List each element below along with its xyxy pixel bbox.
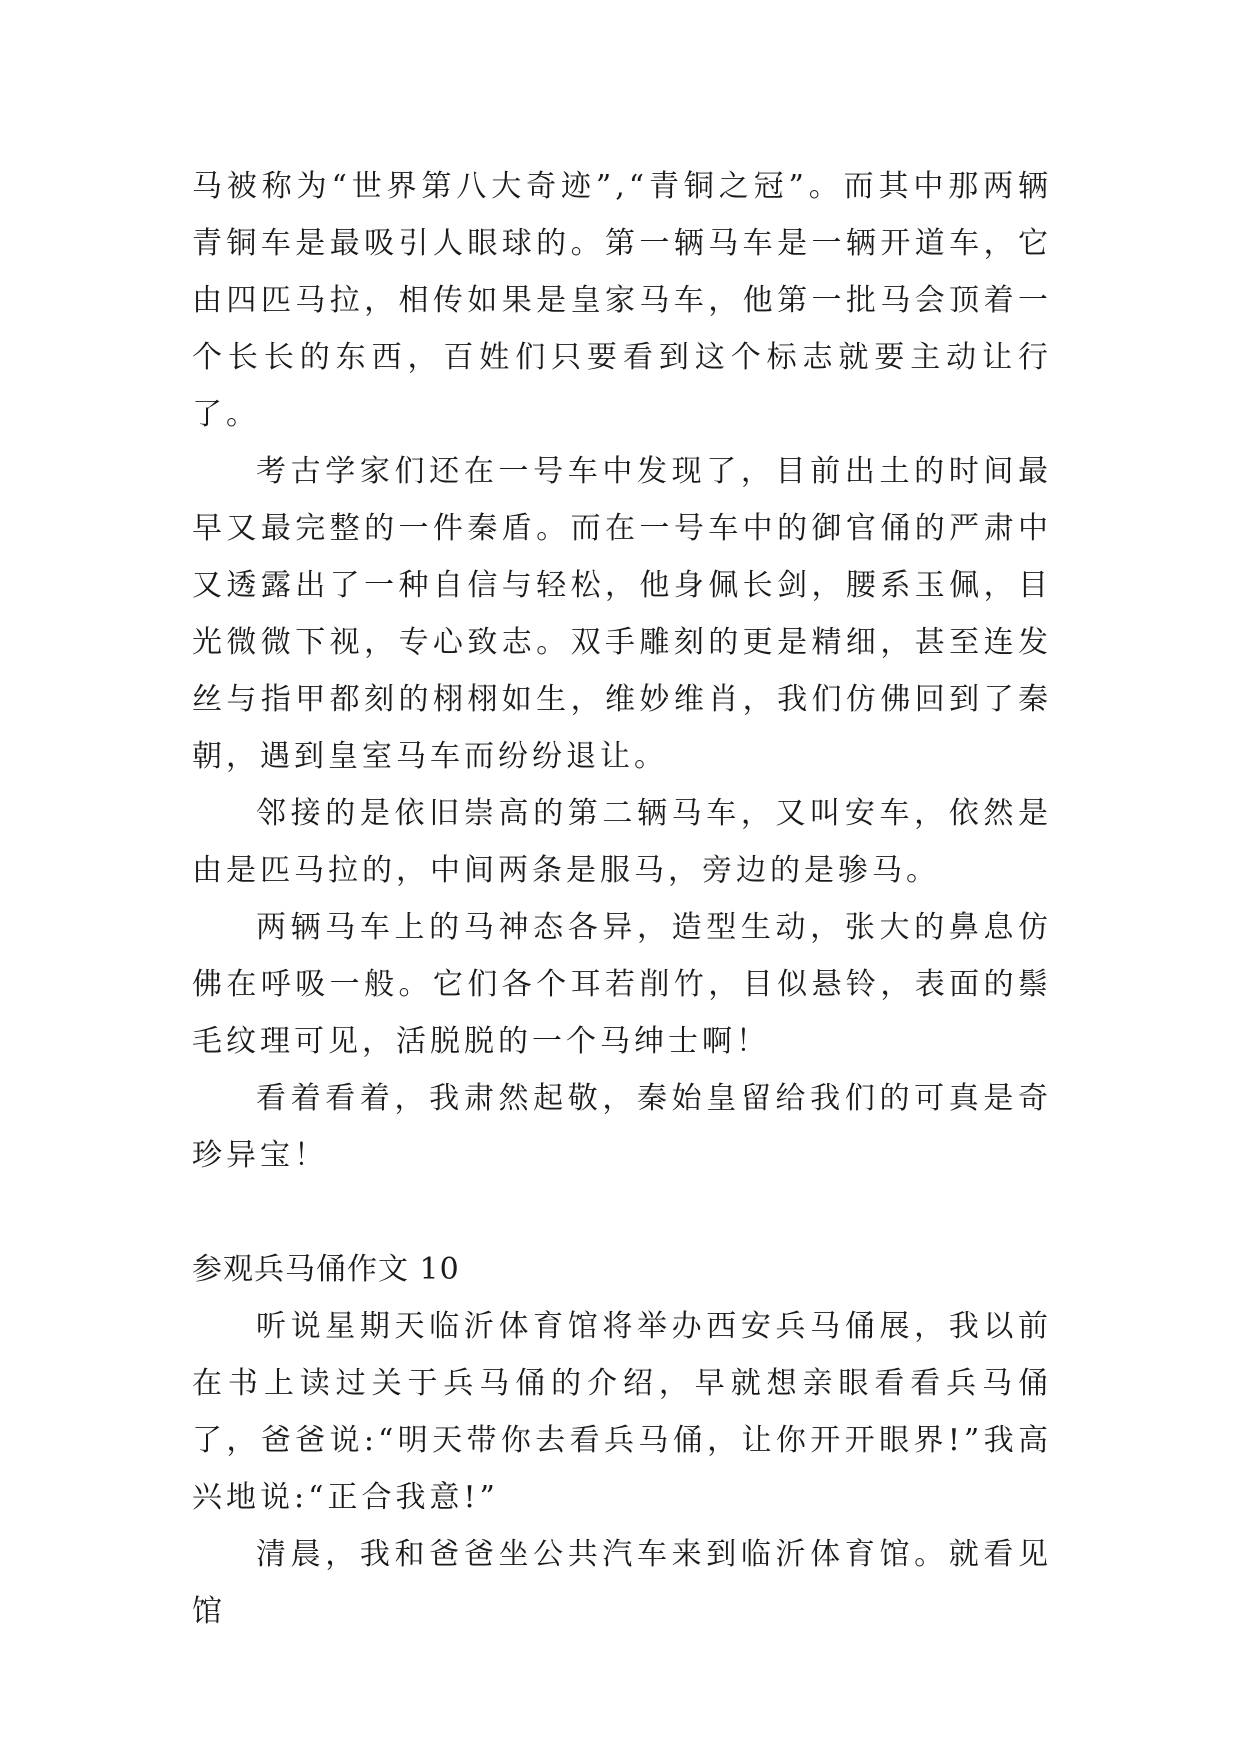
- section-title: 参观兵马俑作文 10: [192, 1252, 460, 1287]
- paragraph-horses: 两辆马车上的马神态各异，造型生动，张大的鼻息仿佛在呼吸一般。它们各个耳若削竹，目似悬铃，表面的鬃毛纹理可见，活脱脱的一个马绅士啊！: [192, 910, 1052, 1059]
- paragraph-continuation: 马被称为“世界第八大奇迹”,“青铜之冠”。而其中那两辆青铜车是最吸引人眼球的。第一辆马车是一辆开道车，它由四匹马拉，相传如果是皇家马车，他第一批马会顶着一个长长的东西，百姓们只要看到这个标志就要主动让行了。: [192, 169, 1052, 432]
- paragraph-exhibition-intro: 听说星期天临沂体育馆将举办西安兵马俑展，我以前在书上读过关于兵马俑的介绍，早就想亲眼看看兵马俑了，爸爸说:“明天带你去看兵马俑，让你开开眼界!”我高兴地说:“正合我意!”: [192, 1309, 1052, 1515]
- paragraph-conclusion: 看着看着，我肃然起敬，秦始皇留给我们的可真是奇珍异宝！: [192, 1081, 1052, 1173]
- paragraph-archaeologists: 考古学家们还在一号车中发现了，目前出土的时间最早又最完整的一件秦盾。而在一号车中的御官俑的严肃中又透露出了一种自信与轻松，他身佩长剑，腰系玉佩，目光微微下视，专心致志。双手雕刻的更是精细，甚至连发丝与指甲都刻的栩栩如生，维妙维肖，我们仿佛回到了秦朝，遇到皇室马车而纷纷退让。: [192, 454, 1052, 774]
- document-body: [192, 158, 1052, 1640]
- paragraph-second-carriage: 邻接的是依旧崇高的第二辆马车，又叫安车，依然是由是匹马拉的，中间两条是服马，旁边的是骖马。: [192, 796, 1052, 888]
- paragraph-morning: 清晨，我和爸爸坐公共汽车来到临沂体育馆。就看见馆: [192, 1537, 1052, 1629]
- section-spacer: [192, 1184, 1052, 1241]
